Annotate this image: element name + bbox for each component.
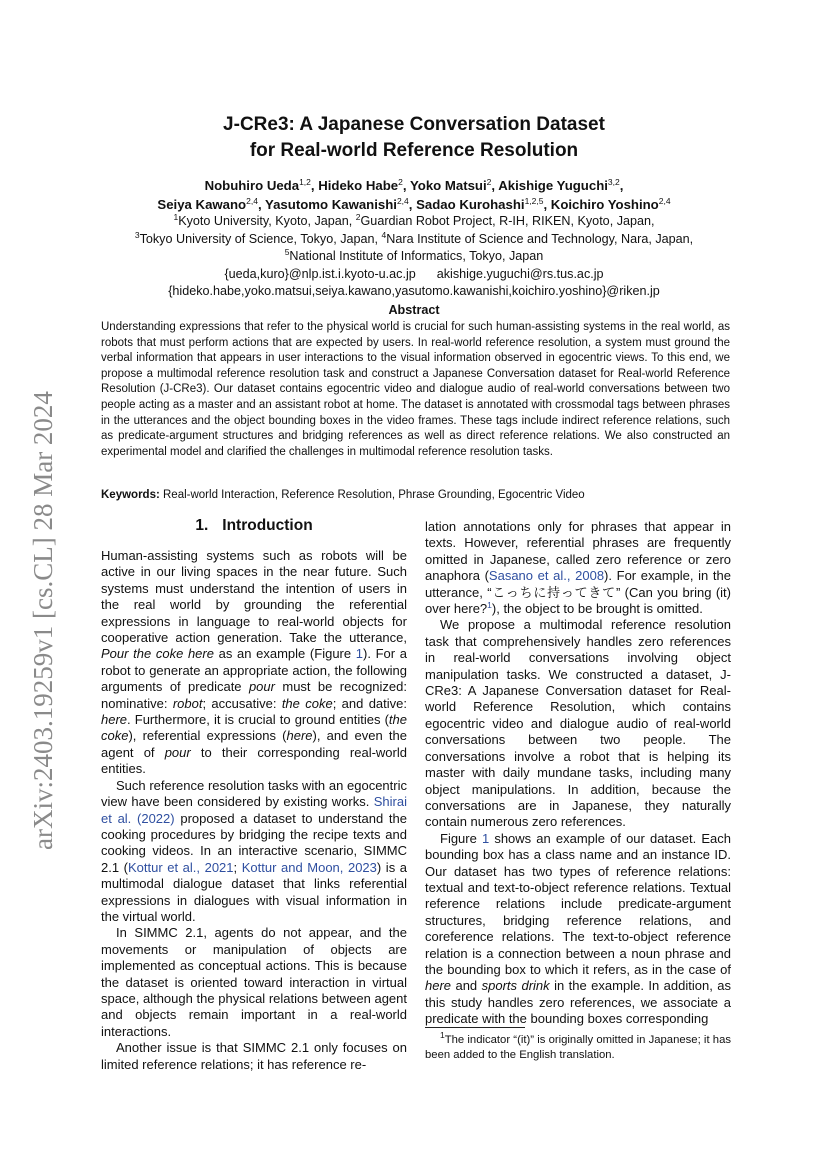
text-run: must be recognized: nominative: [101, 679, 407, 711]
text-run: ). For a robot to generate an appropriate action, the following arguments of predicate [101, 646, 407, 695]
italic-text: here [101, 712, 128, 728]
citation-link[interactable]: Kottur et al., 2021 [127, 859, 234, 875]
text-run: ) is a multimodal dialogue dataset that links referential expressions in dialogues with visual information in the virtual world. [101, 859, 407, 924]
intro-paragraph-2 [101, 778, 407, 926]
author-name: Seiya Kawano [157, 197, 247, 212]
section-heading [101, 516, 407, 536]
author-name: Hideko Habe [318, 178, 399, 193]
text-run: . Furthermore, it is crucial to ground entities ( [127, 712, 389, 728]
text-run: Human-assisting systems such as robots will be active in our living spaces in the near future. Such systems must understand the intention of users in the real world by grounding the referential expressions in language to real-world objects for cooperative action generation. Take the utterance, [101, 548, 407, 646]
text-run: Such reference resolution tasks with an egocentric view have been considered by existing works. [101, 777, 407, 810]
text-run: ; and dative: [332, 695, 407, 711]
affiliation-text: Guardian Robot Project, R-IH, RIKEN, Kyoto, Japan, [360, 214, 655, 228]
italic-text: pour [164, 744, 191, 760]
text-run: ; accusative: [202, 695, 282, 711]
title-line-2: for Real-world Reference Resolution [249, 140, 579, 161]
email-line-1: {ueda,kuro}@nlp.ist.i.kyoto-u.ac.jp akishige.yuguchi@rs.tus.ac.jp [224, 266, 604, 281]
text-run: ). For example, in the utterance, “こっちに持ってきて” (Can you bring (it) over here? [425, 568, 731, 617]
italic-text: sports drink [481, 978, 550, 994]
affiliation-text: Nara Institute of Science and Technology, Nara, Japan, [386, 231, 694, 246]
author-name: Akishige Yuguchi [498, 178, 608, 193]
section-title: Introduction [222, 517, 313, 534]
author-separator: , [257, 197, 266, 212]
footnote-rule [425, 1027, 525, 1028]
author-name: Sadao Kurohashi [416, 197, 525, 212]
author-affil-mark: 1,2 [299, 177, 311, 187]
intro-paragraph-7 [425, 831, 731, 1028]
citation-link[interactable]: Kottur and Moon, 2023 [241, 859, 377, 875]
citation-link[interactable]: 1 [355, 646, 363, 662]
affiliation-text: National Institute of Informatics, Tokyo, Japan [289, 249, 544, 263]
intro-paragraph-5 [425, 519, 731, 617]
text-run: in the example. In addition, as this study handles zero references, we associate a predicate with the bounding boxes corresponding [425, 978, 731, 1027]
affiliation-mark: 3 [134, 229, 140, 240]
text-run: and [451, 978, 482, 994]
affiliation-text: Kyoto University, Kyoto, Japan, [178, 214, 356, 228]
section-number: 1. [195, 517, 209, 534]
intro-paragraph-6 [425, 617, 731, 830]
author-affil-mark: 2 [486, 177, 492, 187]
italic-text: here [425, 978, 452, 994]
text-run: Another issue is that SIMMC 2.1 only focuses on limited reference relations; it has reference re- [101, 1040, 407, 1072]
intro-paragraph-3 [101, 925, 407, 1040]
author-affil-mark: 2 [398, 177, 403, 187]
affiliation-mark: 5 [284, 247, 290, 257]
author-name: Yoko Matsui [409, 178, 487, 193]
abstract-text: Understanding expressions that refer to the physical world is crucial for such human-assisting systems in the real world, as robots that must perform actions that are expected by users. In real-world reference resolution, a system must ground the verbal information that appears in user interactions to the visual information observed in egocentric views. To this end, we propose a multimodal reference resolution task and construct a Japanese Conversation dataset for Real-world Reference Resolution (J-CRe3). Our dataset contains egocentric video and dialogue audio of real-world conversations between two people acting as a master and an assistant robot at home. The dataset is annotated with crossmodal tags between phrases in the utterances and the object bounding boxes in the video frames. These tags include indirect reference relations, such as predicate-argument structures and bridging references as well as direct reference relations. We also constructed an experimental model and clarified the challenges in multimodal reference resolution tasks. [101, 321, 730, 458]
citation-link[interactable]: 1 [481, 830, 490, 846]
italic-text: here [286, 728, 313, 744]
text-run: ), the object to be brought is omitted. [491, 601, 703, 617]
author-separator: , [402, 178, 410, 193]
text-run: lation annotations only for phrases that appear in texts. However, referential phrases are frequently omitted in Japanese, called zero reference or zero anaphora ( [425, 519, 731, 584]
footnote-mark: 1 [440, 1030, 445, 1040]
author-separator: , [543, 197, 551, 212]
author-affil-mark: 2,4 [658, 196, 671, 206]
intro-paragraph-1 [101, 548, 407, 778]
author-name: Koichiro Yoshino [550, 197, 659, 212]
keywords [101, 488, 730, 503]
email-line-2: {hideko.habe,yoko.matsui,seiya.kawano,yasutomo.kawanishi,koichiro.yoshino}@riken.jp [168, 284, 660, 298]
text-run: In SIMMC 2.1, agents do not appear, and the movements or manipulation of objects are implemented as conceptual actions. This is because the dataset is oriented toward interaction in virtual space, although the physical relations between agent and objects remain important in a real-world interactions. [101, 925, 407, 1039]
author-affil-mark: 2,4 [246, 196, 258, 206]
author-separator: , [310, 178, 319, 193]
arxiv-stamp-text: arXiv:2403.19259v1 [cs.CL] 28 Mar 2024 [28, 391, 58, 850]
author-separator: , [408, 197, 417, 212]
italic-text: the coke [101, 712, 407, 744]
arxiv-stamp [14, 360, 64, 860]
affiliation-mark: 4 [381, 229, 387, 240]
text-run: ; [233, 859, 242, 875]
citation-link[interactable]: Shirai et al. (2022) [101, 794, 407, 826]
keywords-text: Real-world Interaction, Reference Resolution, Phrase Grounding, Egocentric Video [163, 489, 585, 501]
affiliation-mark: 2 [355, 212, 361, 222]
text-run: proposed a dataset to understand the cooking procedures by bridging the recipe texts and cooking videos. In an interactive scenario, SIMMC 2.1 ( [101, 810, 408, 875]
affiliations [80, 213, 748, 301]
right-column [425, 519, 731, 1028]
abstract-heading: Abstract [388, 303, 440, 317]
affiliation-line-3 [80, 248, 748, 266]
title-line-1: J-CRe3: A Japanese Conversation Dataset [223, 114, 605, 135]
footnote-text: The indicator “(it)” is originally omitted in Japanese; it has been added to the English translation. [425, 1034, 731, 1061]
italic-text: the coke [281, 695, 333, 711]
italic-text: pour [248, 679, 275, 695]
text-run: ), and even the agent of [101, 728, 408, 760]
text-run: Figure [440, 830, 482, 846]
affiliation-line-1 [80, 213, 748, 231]
author-name: Nobuhiro Ueda [204, 178, 300, 193]
author-affil-mark: 2,4 [396, 196, 409, 206]
affiliation-text: Tokyo University of Science, Tokyo, Japan, [139, 231, 382, 246]
author-name: Yasutomo Kawanishi [265, 197, 397, 212]
citation-link[interactable]: Sasano et al., 2008 [488, 568, 605, 584]
text-run: to their corresponding real-world entities. [101, 744, 407, 777]
author-affil-mark: 1,2,5 [524, 196, 544, 206]
author-separator: , [619, 178, 624, 193]
author-line-2 [90, 195, 738, 214]
intro-paragraph-4 [101, 1040, 407, 1073]
author-separator: , [491, 178, 499, 193]
footnote [425, 1030, 731, 1063]
keywords-label: Keywords: [101, 489, 160, 501]
italic-text: Pour the coke here [101, 646, 214, 662]
text-run: shows an example of our dataset. Each bounding box has a class name and an instance ID. Our dataset has two types of reference relations: textual and text-to-object reference relations. Textual reference relations include predicate-argument structures, bridging reference relations, and coreference relations. The text-to-object reference relation is a connection between a noun phrase and the bounding box to which it refers, as in the case of [425, 830, 731, 977]
left-column [101, 516, 407, 1073]
affiliation-line-2 [80, 231, 748, 249]
author-list [90, 176, 738, 214]
author-affil-mark: 3,2 [607, 177, 620, 187]
affiliation-mark: 1 [173, 212, 179, 222]
italic-text: robot [172, 695, 203, 711]
text-run: as an example (Figure [213, 646, 356, 662]
text-run: We propose a multimodal reference resolution task that comprehensively handles zero references in real-world conversations involving object manipulation tasks. We constructed a dataset, J-CRe3: A Japanese Conversation dataset for Real-world Reference Resolution, which contains egocentric video and dialogue audio of real-world conversations between two people. The conversations involve a robot that is helping its master with daily mundane tasks, including many object manipulations. In addition, because the conversations are in Japanese, they naturally contain numerous zero references. [425, 617, 731, 830]
text-run: ), referential expressions ( [128, 728, 287, 744]
author-line-1 [90, 176, 738, 195]
footnote-ref[interactable]: 1 [487, 600, 492, 611]
paper-title [0, 112, 828, 164]
